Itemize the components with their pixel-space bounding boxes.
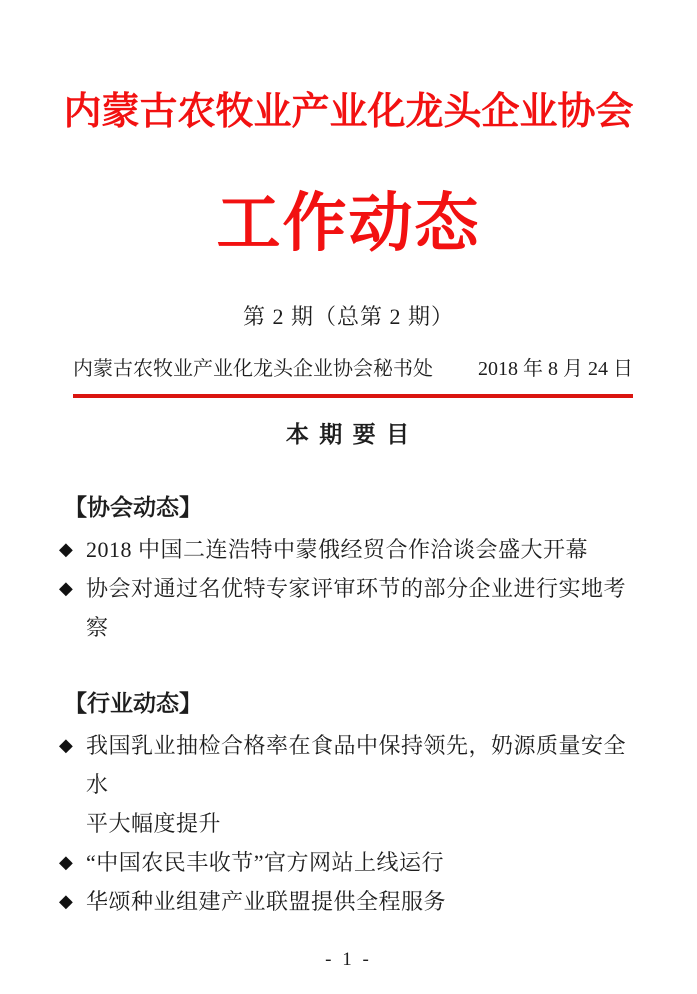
diamond-bullet-icon: ◆ — [59, 891, 73, 911]
red-divider-rule — [73, 394, 633, 398]
publisher-row — [73, 352, 633, 381]
diamond-bullet-icon: ◆ — [59, 852, 73, 872]
toc-item — [59, 530, 697, 569]
toc-item-text — [86, 569, 638, 647]
page-number: - 1 - — [325, 949, 372, 970]
toc-item — [59, 843, 697, 882]
diamond-bullet-icon: ◆ — [59, 578, 73, 598]
toc-item-line: 察 — [86, 615, 109, 640]
toc-item-line: 我国乳业抽检合格率在食品中保持领先，奶源质量安全水 — [86, 733, 627, 797]
toc-item-text — [86, 726, 638, 843]
toc-item-line: “中国农民丰收节”官方网站上线运行 — [86, 850, 445, 875]
section-association-news — [0, 492, 697, 647]
section-title: 【行业动态】 — [64, 690, 202, 716]
toc-item-line: 华颂种业组建产业联盟提供全程服务 — [86, 889, 447, 914]
diamond-bullet-icon: ◆ — [59, 539, 73, 559]
toc-heading: 本 期 要 目 — [285, 421, 412, 447]
toc-item-line: 协会对通过名优特专家评审环节的部分企业进行实地考 — [86, 576, 627, 601]
toc-item — [59, 726, 697, 843]
diamond-bullet-icon: ◆ — [59, 735, 73, 755]
toc-item — [59, 569, 697, 647]
toc-item-text — [86, 843, 638, 882]
org-name-title: 内蒙古农牧业产业化龙头企业协会 — [63, 91, 634, 133]
bulletin-title: 工作动态 — [216, 188, 481, 259]
publisher-name: 内蒙古农牧业产业化龙头企业协会秘书处 — [73, 358, 433, 380]
toc-item-line: 2018 中国二连浩特中蒙俄经贸合作洽谈会盛大开幕 — [86, 537, 589, 562]
toc-item-text — [86, 530, 638, 569]
publish-date: 2018 年 8 月 24 日 — [478, 358, 633, 380]
toc-item — [59, 882, 697, 921]
section-industry-news — [0, 688, 697, 921]
toc-item-line: 平大幅度提升 — [86, 811, 222, 836]
issue-number-line: 第 2 期（总第 2 期） — [242, 304, 454, 329]
toc-item-text — [86, 882, 638, 921]
section-title: 【协会动态】 — [64, 494, 202, 520]
